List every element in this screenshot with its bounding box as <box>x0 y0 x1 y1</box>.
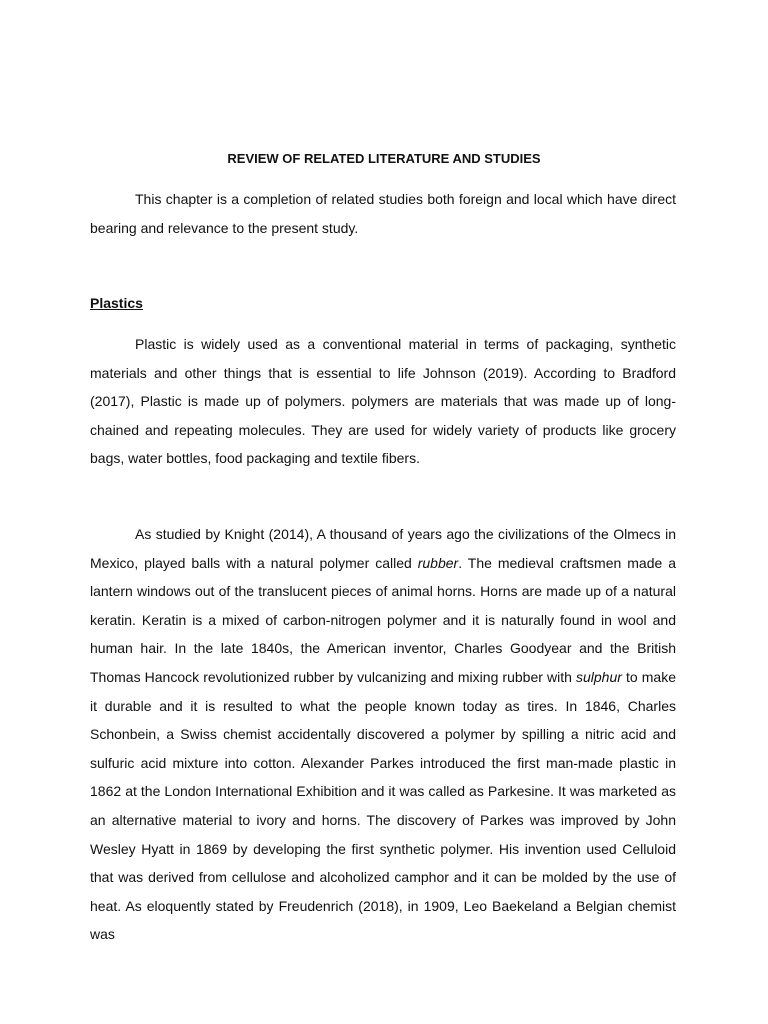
history-text-1: As studied by Knight (2014), A thousand of years ago the civilizations of the Olmecs in Mexico, played balls with a natural polymer called <box>90 526 676 571</box>
page-title: REVIEW OF RELATED LITERATURE AND STUDIES <box>227 151 541 166</box>
history-paragraph <box>90 520 676 949</box>
section-heading: Plastics <box>90 295 143 311</box>
rubber-term: rubber <box>417 554 459 571</box>
history-text-2: . The medieval craftsmen made a lantern windows out of the translucent pieces of animal horns. Horns are made up of a natural keratin. Keratin is a mixed of carbon-nitrogen polymer and it is naturally found in wool and human hair. In the late 1840s, the American inventor, Charles Goodyear and the British Thomas Hancock revolutionized rubber by vulcanizing and mixing rubber with <box>90 554 676 685</box>
intro-paragraph: This chapter is a completion of related studies both foreign and local which have direct bearing and relevance to the present study. <box>90 191 676 236</box>
sulphur-term: sulphur <box>575 668 622 685</box>
history-text-3: to make it durable and it is resulted to what the people known today as tires. In 1846, Charles Schonbein, a Swiss chemist accidentally discovered a polymer by spilling a nitric acid and sulfuric acid mixture into cotton. Alexander Parkes introduced the first man-made plastic in 1862 at the London International Exhibition and it was called as Parkesine. It was marketed as an alternative material to ivory and horns. The discovery of Parkes was improved by John Wesley Hyatt in 1869 by developing the first synthetic polymer. His invention used Celluloid that was derived from cellulose and alcoholized camphor and it can be molded by the use of heat. As eloquently stated by Freudenrich (2018), in 1909, Leo Baekeland a Belgian chemist was <box>90 668 676 943</box>
plastics-paragraph: Plastic is widely used as a conventional material in terms of packaging, synthetic materials and other things that is essential to life Johnson (2019). According to Bradford (2017), Plastic is made up of polymers. polymers are materials that was made up of long-chained and repeating molecules. They are used for widely variety of products like grocery bags, water bottles, food packaging and textile fibers. <box>90 336 676 467</box>
